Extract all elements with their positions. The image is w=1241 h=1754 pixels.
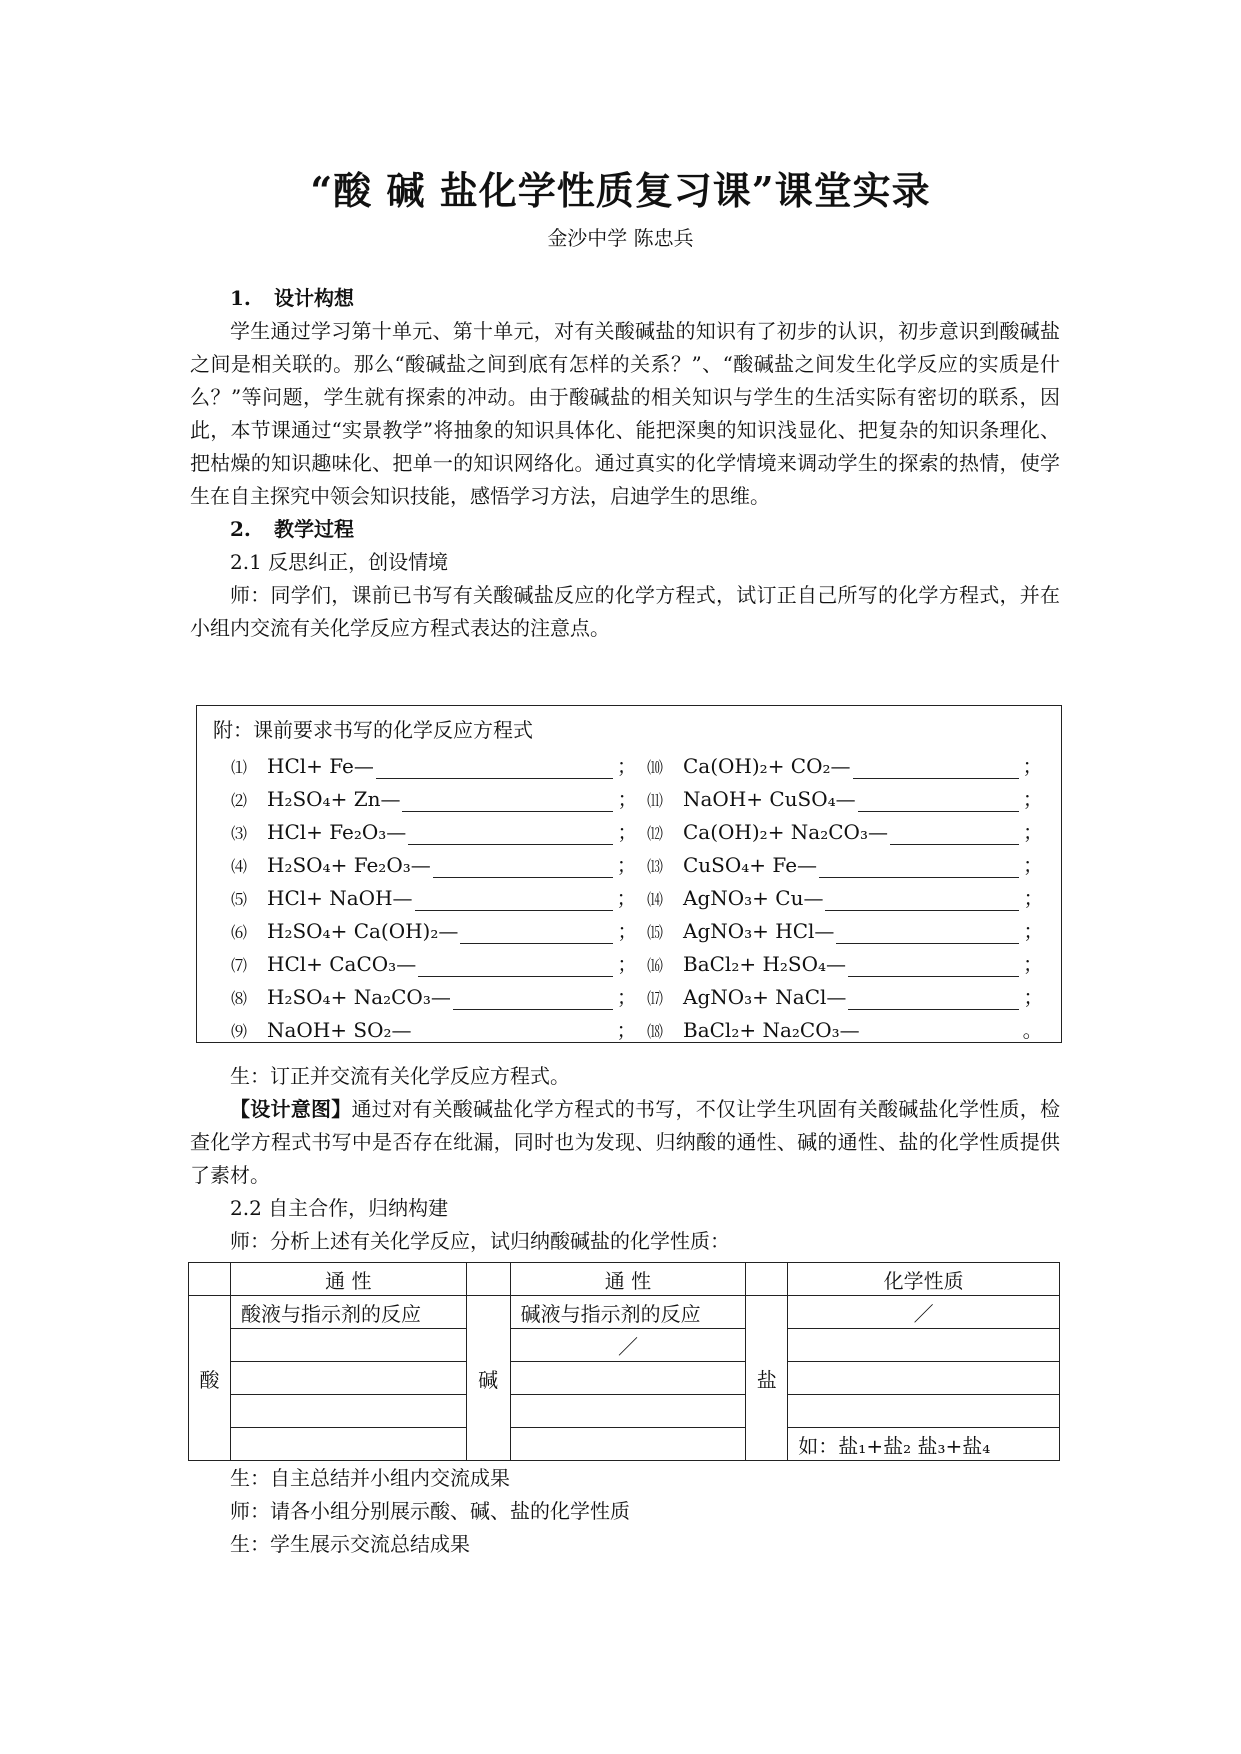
equation-end-mark: ；	[1023, 985, 1044, 1009]
equation-number: ⒁	[647, 890, 664, 909]
equation-end-mark: ；	[1023, 952, 1044, 976]
table-header-salt: 化学性质	[788, 1263, 1060, 1296]
equation-row	[197, 849, 1063, 882]
equation-box-caption: 附：课前要求书写的化学反应方程式	[213, 718, 533, 742]
subsection-title: 2.2 自主合作，归纳构建	[230, 1196, 449, 1220]
equation-box	[196, 705, 1062, 1043]
equation-number: ⑿	[647, 824, 664, 843]
table-row	[189, 1263, 1060, 1296]
section-title: 设计构想	[274, 286, 354, 310]
equation-formula: AgNO₃+ Cu—	[683, 886, 824, 910]
teacher-line: 师：分析上述有关化学反应，试归纳酸碱盐的化学性质：	[230, 1229, 730, 1253]
section-number: 2.	[230, 517, 251, 541]
equation-formula: AgNO₃+ NaCl—	[683, 985, 847, 1009]
equation-end-mark: 。	[1022, 1018, 1043, 1042]
equation-end-mark: ；	[616, 1018, 637, 1042]
row-label-salt: 盐	[746, 1296, 788, 1461]
table-cell	[788, 1362, 1060, 1395]
equation-number: ⒀	[647, 857, 664, 876]
equation-answer-blank[interactable]	[460, 921, 613, 944]
equation-formula: H₂SO₄+ Na₂CO₃—	[267, 985, 451, 1009]
equation-number: ⑻	[231, 989, 248, 1008]
student-line: 生：订正并交流有关化学反应方程式。	[230, 1064, 570, 1088]
equation-answer-blank[interactable]	[853, 756, 1019, 779]
paragraph: 师：同学们，课前已书写有关酸碱盐反应的化学方程式，试订正自己所写的化学方程式，并在小组内交流有关化学反应方程式表达的注意点。	[190, 583, 1060, 640]
table-cell-example: 如：盐₁+盐₂ 盐₃+盐₄	[788, 1428, 1060, 1461]
equation-item	[231, 750, 637, 783]
equation-row	[197, 750, 1063, 783]
equation-answer-blank[interactable]	[433, 855, 613, 878]
equation-number: ⑺	[231, 956, 248, 975]
equation-item	[231, 816, 637, 849]
document-title: “酸 碱 盐化学性质复习课”课堂实录	[310, 168, 931, 213]
equation-end-mark: ；	[617, 820, 638, 844]
equation-number: ⑾	[647, 791, 664, 810]
equation-answer-blank[interactable]	[862, 1020, 1019, 1043]
equation-answer-blank[interactable]	[848, 987, 1019, 1010]
design-intent-text: 通过对有关酸碱盐化学方程式的书写，不仅让学生巩固有关酸碱盐化学性质，检查化学方程式书写中是否存在纰漏，同时也为发现、归纳酸的通性、碱的通性、盐的化学性质提供了素材。	[190, 1097, 1060, 1187]
table-cell	[230, 1329, 466, 1362]
table-cell	[510, 1362, 746, 1395]
table-cell	[230, 1428, 466, 1461]
table-header-base: 通 性	[510, 1263, 746, 1296]
row-label-acid: 酸	[189, 1296, 231, 1461]
equation-item	[647, 816, 1043, 849]
equation-end-mark: ；	[1022, 787, 1043, 811]
table-cell: 碱液与指示剂的反应	[510, 1296, 746, 1329]
table-cell-slash: ／	[510, 1329, 746, 1362]
properties-table	[188, 1262, 1060, 1461]
table-row	[189, 1395, 1060, 1428]
equation-item	[231, 783, 637, 816]
equation-row	[197, 783, 1063, 816]
equation-answer-blank[interactable]	[408, 822, 613, 845]
equation-answer-blank[interactable]	[819, 855, 1019, 878]
equation-formula: HCl+ Fe—	[267, 754, 374, 778]
equation-number: ⑶	[231, 824, 248, 843]
equation-item	[647, 750, 1043, 783]
section-title: 教学过程	[274, 517, 354, 541]
equation-item	[647, 915, 1043, 948]
equation-row	[197, 816, 1063, 849]
equation-end-mark: ；	[1023, 919, 1044, 943]
equation-number: ⑽	[647, 758, 664, 777]
author-line: 金沙中学 陈忠兵	[547, 226, 694, 250]
equation-end-mark: ；	[617, 787, 638, 811]
equation-end-mark: ；	[616, 853, 637, 877]
table-row	[189, 1362, 1060, 1395]
paragraph: 学生通过学习第十单元、第十单元，对有关酸碱盐的知识有了初步的认识，初步意识到酸碱盐之间是相关联的。那么“酸碱盐之间到底有怎样的关系？”、“酸碱盐之间发生化学反应的实质是什么？”等问题，学生就有探索的冲动。由于酸碱盐的相关知识与学生的生活实际有密切的联系，因此，本节课通过“实景教学”将抽象的知识具体化、能把深奥的知识浅显化、把复杂的知识条理化、把枯燥的知识趣味化、把单一的知识网络化。通过真实的化学情境来调动学生的探索的热情，使学生在自主探究中领会知识技能，感悟学习方法，启迪学生的思维。	[190, 319, 1060, 508]
equation-formula: AgNO₃+ HCl—	[683, 919, 835, 943]
equation-number: ⑴	[231, 758, 248, 777]
equation-answer-blank[interactable]	[453, 987, 613, 1010]
equation-item	[647, 981, 1043, 1014]
equation-item	[647, 1014, 1043, 1047]
equation-item	[231, 948, 637, 981]
equation-formula: HCl+ Fe₂O₃—	[267, 820, 407, 844]
equation-row	[197, 915, 1063, 948]
equation-end-mark: ；	[617, 952, 638, 976]
table-cell	[788, 1395, 1060, 1428]
equation-number: ⑼	[231, 1022, 248, 1041]
equation-end-mark: ；	[616, 754, 637, 778]
equation-answer-blank[interactable]	[418, 954, 613, 977]
equation-end-mark: ；	[617, 919, 638, 943]
equation-formula: Ca(OH)₂+ CO₂—	[683, 754, 851, 778]
design-intent-paragraph	[190, 1093, 1060, 1192]
equation-end-mark: ；	[1022, 754, 1043, 778]
student-line: 生：自主总结并小组内交流成果	[230, 1466, 510, 1490]
equation-formula: BaCl₂+ Na₂CO₃—	[683, 1018, 860, 1042]
table-cell	[510, 1428, 746, 1461]
equation-formula: H₂SO₄+ Zn—	[267, 787, 401, 811]
equation-answer-blank[interactable]	[858, 789, 1019, 812]
equation-formula: H₂SO₄+ Ca(OH)₂—	[267, 919, 459, 943]
table-cell-slash: ／	[788, 1296, 1060, 1329]
equation-row	[197, 1014, 1063, 1047]
equation-answer-blank[interactable]	[825, 888, 1019, 911]
section-number: 1.	[230, 286, 251, 310]
table-cell	[230, 1395, 466, 1428]
table-cell	[510, 1395, 746, 1428]
section-after-equations	[190, 1060, 1060, 1258]
equation-number: ⑷	[231, 857, 248, 876]
equation-end-mark: ；	[1023, 886, 1044, 910]
equation-end-mark: ；	[1022, 820, 1043, 844]
equation-end-mark: ；	[616, 985, 637, 1009]
equation-formula: HCl+ NaOH—	[267, 886, 413, 910]
equation-formula: H₂SO₄+ Fe₂O₃—	[267, 853, 431, 877]
equation-row	[197, 981, 1063, 1014]
equation-number: ⒄	[647, 989, 664, 1008]
equation-item	[231, 1014, 637, 1047]
equation-end-mark: ；	[1023, 853, 1044, 877]
section-tail	[190, 1462, 1060, 1561]
equation-answer-blank[interactable]	[848, 954, 1019, 977]
equation-row	[197, 948, 1063, 981]
equation-number: ⒅	[647, 1022, 664, 1041]
equation-item	[231, 849, 637, 882]
equation-end-mark: ；	[616, 886, 637, 910]
equation-number: ⑵	[231, 791, 248, 810]
table-cell: 酸液与指示剂的反应	[230, 1296, 466, 1329]
equation-item	[231, 915, 637, 948]
equation-formula: HCl+ CaCO₃—	[267, 952, 417, 976]
equation-formula: CuSO₄+ Fe—	[683, 853, 818, 877]
equation-answer-blank[interactable]	[890, 822, 1019, 845]
equation-item	[231, 882, 637, 915]
equation-formula: Ca(OH)₂+ Na₂CO₃—	[683, 820, 888, 844]
table-header-acid: 通 性	[230, 1263, 466, 1296]
equation-answer-blank[interactable]	[836, 921, 1019, 944]
equation-item	[647, 948, 1043, 981]
section-heading	[190, 513, 1060, 546]
equation-formula: NaOH+ CuSO₄—	[683, 787, 856, 811]
equation-row	[197, 882, 1063, 915]
table-cell	[230, 1362, 466, 1395]
equation-answer-blank[interactable]	[415, 888, 613, 911]
design-intent-label: 【设计意图】	[230, 1097, 352, 1121]
row-label-base: 碱	[466, 1296, 510, 1461]
student-line: 生：学生展示交流总结成果	[230, 1532, 470, 1556]
table-row	[189, 1329, 1060, 1362]
equation-answer-blank[interactable]	[414, 1020, 613, 1043]
equation-item	[647, 783, 1043, 816]
table-row	[189, 1428, 1060, 1461]
equation-number: ⑸	[231, 890, 248, 909]
equation-formula: BaCl₂+ H₂SO₄—	[683, 952, 847, 976]
equation-answer-blank[interactable]	[402, 789, 613, 812]
teacher-line: 师：请各小组分别展示酸、碱、盐的化学性质	[230, 1499, 630, 1523]
section-heading	[190, 282, 1060, 315]
table-row	[189, 1296, 1060, 1329]
equation-item	[231, 981, 637, 1014]
equation-answer-blank[interactable]	[376, 756, 613, 779]
equation-number: ⒃	[647, 956, 664, 975]
table-cell	[788, 1329, 1060, 1362]
equation-item	[647, 849, 1043, 882]
equation-number: ⒂	[647, 923, 664, 942]
equation-number: ⑹	[231, 923, 248, 942]
section-design	[190, 282, 1060, 645]
equation-formula: NaOH+ SO₂—	[267, 1018, 412, 1042]
subsection-title: 2.1 反思纠正，创设情境	[230, 550, 449, 574]
equation-item	[647, 882, 1043, 915]
